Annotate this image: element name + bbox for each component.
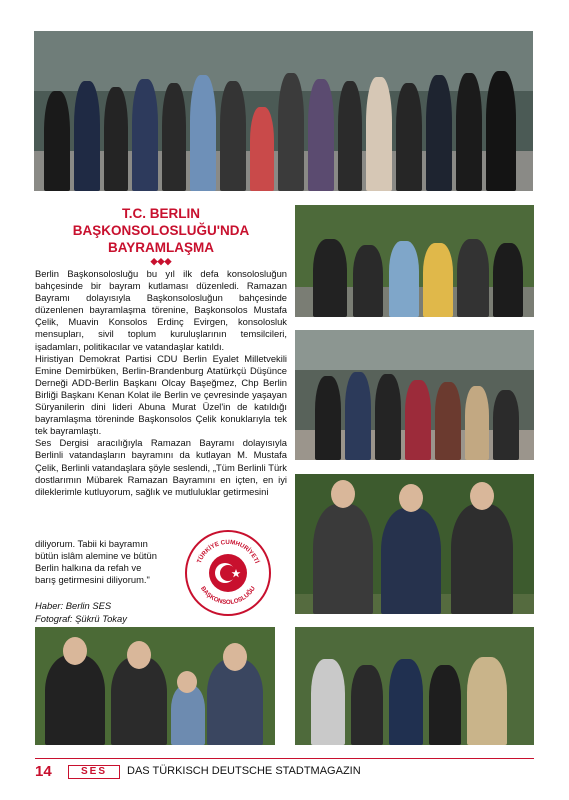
quote-line: Berlin halkına da refah ve bbox=[35, 562, 142, 574]
title-line-1: T.C. BERLIN bbox=[121, 206, 200, 221]
quote-line: diliyorum. Tabii ki bayramın bbox=[35, 538, 148, 549]
photo-right-4 bbox=[295, 627, 534, 745]
consulate-seal bbox=[185, 530, 271, 616]
article-body bbox=[35, 268, 287, 498]
title-ornament: ◆◆◆ bbox=[150, 256, 172, 266]
crescent-star-icon bbox=[209, 554, 247, 592]
magazine-logo: SES bbox=[68, 765, 120, 779]
footer-divider bbox=[35, 758, 534, 759]
magazine-title: DAS TÜRKISCH DEUTSCHE STADTMAGAZIN bbox=[127, 765, 361, 777]
paragraph: Hiristiyan Demokrat Partisi CDU Berlin Eyalet Milletvekili Emine Demirbüken, Berlin-Brandenburg Atatürkçü Düşünce Derneği ADD-Berlin Başkanı Olcay Başeğmez, Chp Berlin Birliği Başkanı Kenan Kolat ile Berlin ve çevresinde yaşayan Süryanilerin dini lideri Abuna Murat Üzel'in de katıldığı bayramlaşma töreninde Başkonsolos Çelik konuklarıyla tek tek bayramlaştı. bbox=[35, 352, 287, 437]
paragraph: Berlin Başkonsolosluğu bu yıl ilk defa konsolosluğun bahçesinde bir bayram kutlaması düzenledi. Ramazan Bayramı dolayısıyla Başkonsolosluğun bahçesinde düzenlenen bayramlaşma törenine, Başkonsolos Mustafa Çelik, Muavin Konsolos Erdinç Evirgen, konsolosluk mensupları, sivil toplum kuruluşlarının temsilcileri, işadamları, politikacılar ve vatandaşlar katıldı. bbox=[35, 268, 287, 352]
photo-bottom-left bbox=[35, 627, 275, 745]
title-line-2: BAŞKONSOLOSLUĞU'NDA bbox=[72, 223, 250, 238]
credit-news: Haber: Berlin SES bbox=[35, 600, 112, 611]
quote-line: barış getirmesini diliyorum." bbox=[35, 574, 150, 586]
page-number: 14 bbox=[35, 763, 52, 780]
group-photo-top bbox=[34, 31, 533, 191]
title-line-3: BAYRAMLAŞMA bbox=[107, 240, 214, 255]
photo-right-1 bbox=[295, 205, 534, 317]
photo-right-3 bbox=[295, 474, 534, 614]
quote-line: bütün islâm alemine ve bütün bbox=[35, 550, 157, 562]
article-title bbox=[35, 205, 287, 266]
seal-top-text: TÜRKİYE CUMHURİYETİ bbox=[195, 538, 261, 565]
paragraph: Ses Dergisi aracılığıyla Ramazan Bayramı dolayısıyla Berlinli vatandaşların bayramını da kutlayan M. Mustafa Çelik, Berlinli vatandaşlara şöyle seslendi, „Tüm Berlinli Türk dostlarımın Mübarek Ramazan Bayramını en içten, en iyi dileklerimle kutluyorum, sağlık ve mutluluklar getirmesini bbox=[35, 437, 287, 497]
photo-right-2 bbox=[295, 330, 534, 460]
seal-bottom-text: BAŞKONSOLOSLUĞU bbox=[199, 585, 257, 607]
quote-block bbox=[35, 538, 180, 586]
credit-photo: Fotograf: Şükrü Tokay bbox=[35, 613, 127, 624]
